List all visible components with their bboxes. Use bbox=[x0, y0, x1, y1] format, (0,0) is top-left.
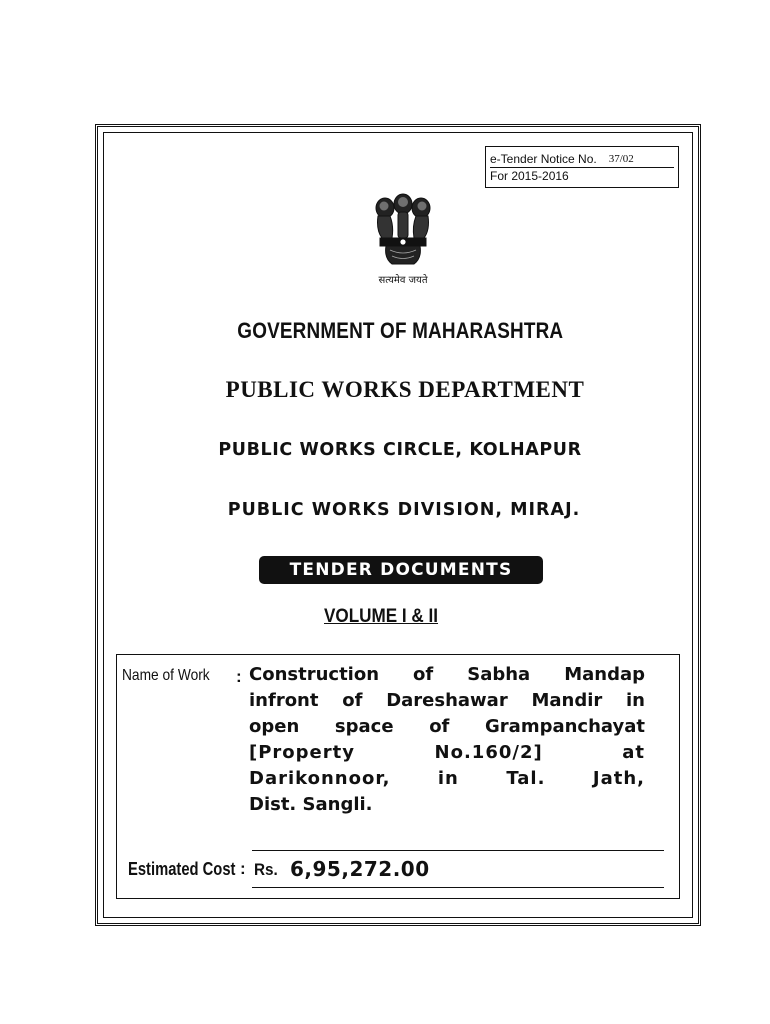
work-description-line: infront of Dareshawar Mandir in bbox=[249, 690, 645, 711]
work-description-line: open space of Grampanchayat bbox=[249, 716, 645, 737]
tender-notice-row bbox=[490, 150, 674, 168]
work-description-line: [Property No.160/2] at bbox=[249, 742, 645, 763]
estimated-cost-value: 6,95,272.00 bbox=[290, 857, 430, 881]
circle-heading: PUBLIC WORKS CIRCLE, KOLHAPUR bbox=[218, 440, 582, 460]
division-heading: PUBLIC WORKS DIVISION, MIRAJ. bbox=[227, 500, 581, 520]
tender-notice-label: e-Tender Notice No. bbox=[490, 151, 597, 166]
government-heading: GOVERNMENT OF MAHARASHTRA bbox=[237, 318, 564, 343]
volume-heading: VOLUME I & II bbox=[324, 606, 439, 627]
tender-documents-title: TENDER DOCUMENTS bbox=[289, 560, 513, 580]
work-description-line: Construction of Sabha Mandap bbox=[249, 664, 645, 685]
estimated-cost-currency: Rs. bbox=[254, 860, 278, 879]
tender-notice-box bbox=[485, 146, 679, 188]
tender-notice-number: 37/02 bbox=[608, 152, 634, 165]
cost-top-rule bbox=[252, 850, 664, 851]
cost-bottom-rule bbox=[252, 887, 664, 888]
estimated-cost-colon: : bbox=[240, 859, 246, 878]
name-of-work-label: Name of Work bbox=[122, 667, 210, 684]
ashoka-lion-capital-icon bbox=[370, 190, 436, 268]
work-description-line: Dist. Sangli. bbox=[249, 794, 373, 815]
department-heading: PUBLIC WORKS DEPARTMENT bbox=[225, 377, 585, 402]
emblem-motto: सत्यमेव जयते bbox=[378, 275, 428, 286]
estimated-cost-label: Estimated Cost bbox=[128, 859, 236, 879]
tender-notice-year: For 2015-2016 bbox=[490, 169, 569, 183]
name-of-work-colon: : bbox=[236, 667, 242, 686]
tender-documents-banner bbox=[259, 556, 543, 584]
work-description-line: Darikonnoor, in Tal. Jath, bbox=[249, 768, 645, 789]
